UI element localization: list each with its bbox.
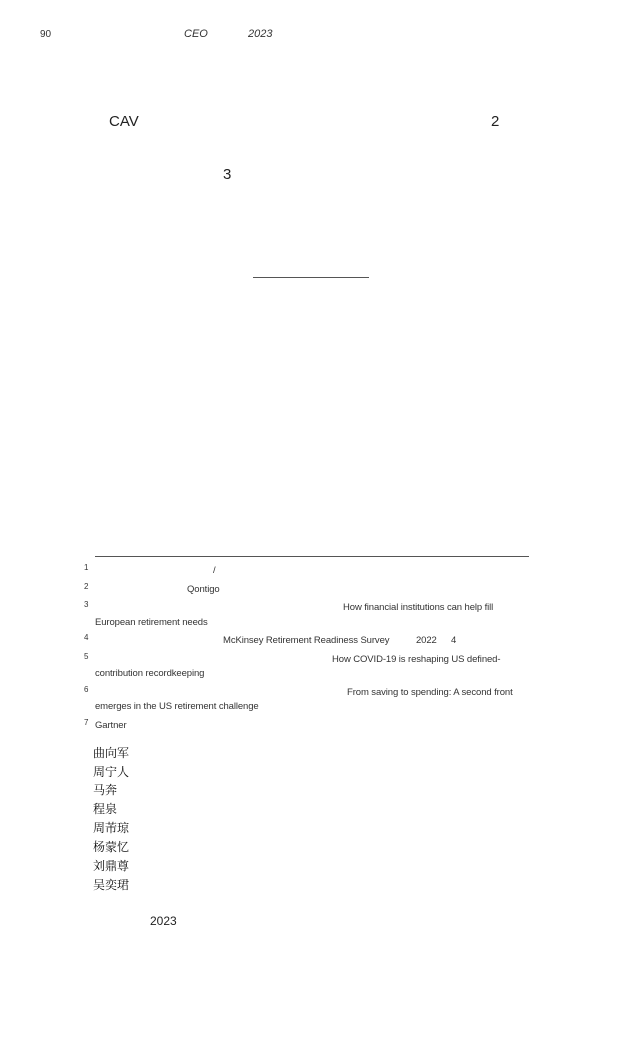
cav-label: CAV bbox=[109, 113, 139, 130]
author-name: 曲向军 bbox=[93, 746, 130, 760]
footnote-text: emerges in the US retirement challenge bbox=[95, 701, 259, 712]
footnote-text: From saving to spending: A second front bbox=[347, 687, 513, 698]
reference-3: 3 bbox=[223, 166, 232, 183]
footnote-text: How financial institutions can help fill bbox=[343, 602, 494, 613]
footnote-text: Gartner bbox=[95, 720, 127, 731]
footnote-text: / bbox=[213, 565, 216, 576]
footnote-number: 6 bbox=[84, 685, 89, 694]
page-number: 90 bbox=[40, 29, 52, 40]
footnote-text: How COVID-19 is reshaping US defined- bbox=[332, 654, 501, 665]
author-name: 周芾琼 bbox=[93, 821, 130, 835]
author-name: 吴奕珺 bbox=[93, 878, 130, 892]
author-name: 马奔 bbox=[93, 783, 118, 797]
footnote-number: 7 bbox=[84, 718, 89, 727]
footnote-text: 2022 bbox=[416, 635, 437, 646]
author-name: 周宁人 bbox=[93, 765, 130, 779]
footer-year: 2023 bbox=[150, 914, 177, 928]
header-year: 2023 bbox=[248, 28, 273, 40]
author-name: 刘鼎尊 bbox=[93, 859, 130, 873]
footnote-text: European retirement needs bbox=[95, 617, 208, 628]
footnote-rule bbox=[95, 556, 529, 557]
footnote-text: contribution recordkeeping bbox=[95, 668, 205, 679]
footnote-number: 4 bbox=[84, 633, 89, 642]
footnote-number: 5 bbox=[84, 652, 89, 661]
publication-title: CEO bbox=[184, 28, 208, 40]
footnote-text: McKinsey Retirement Readiness Survey bbox=[223, 635, 390, 646]
footnote-number: 2 bbox=[84, 582, 89, 591]
author-name: 程泉 bbox=[93, 802, 118, 816]
section-separator bbox=[253, 277, 369, 278]
author-name: 杨蒙忆 bbox=[93, 840, 130, 854]
footnote-number: 3 bbox=[84, 600, 89, 609]
footnote-number: 1 bbox=[84, 563, 89, 572]
reference-2: 2 bbox=[491, 113, 500, 130]
footnote-text: Qontigo bbox=[187, 584, 220, 595]
footnote-text: 4 bbox=[451, 635, 457, 646]
